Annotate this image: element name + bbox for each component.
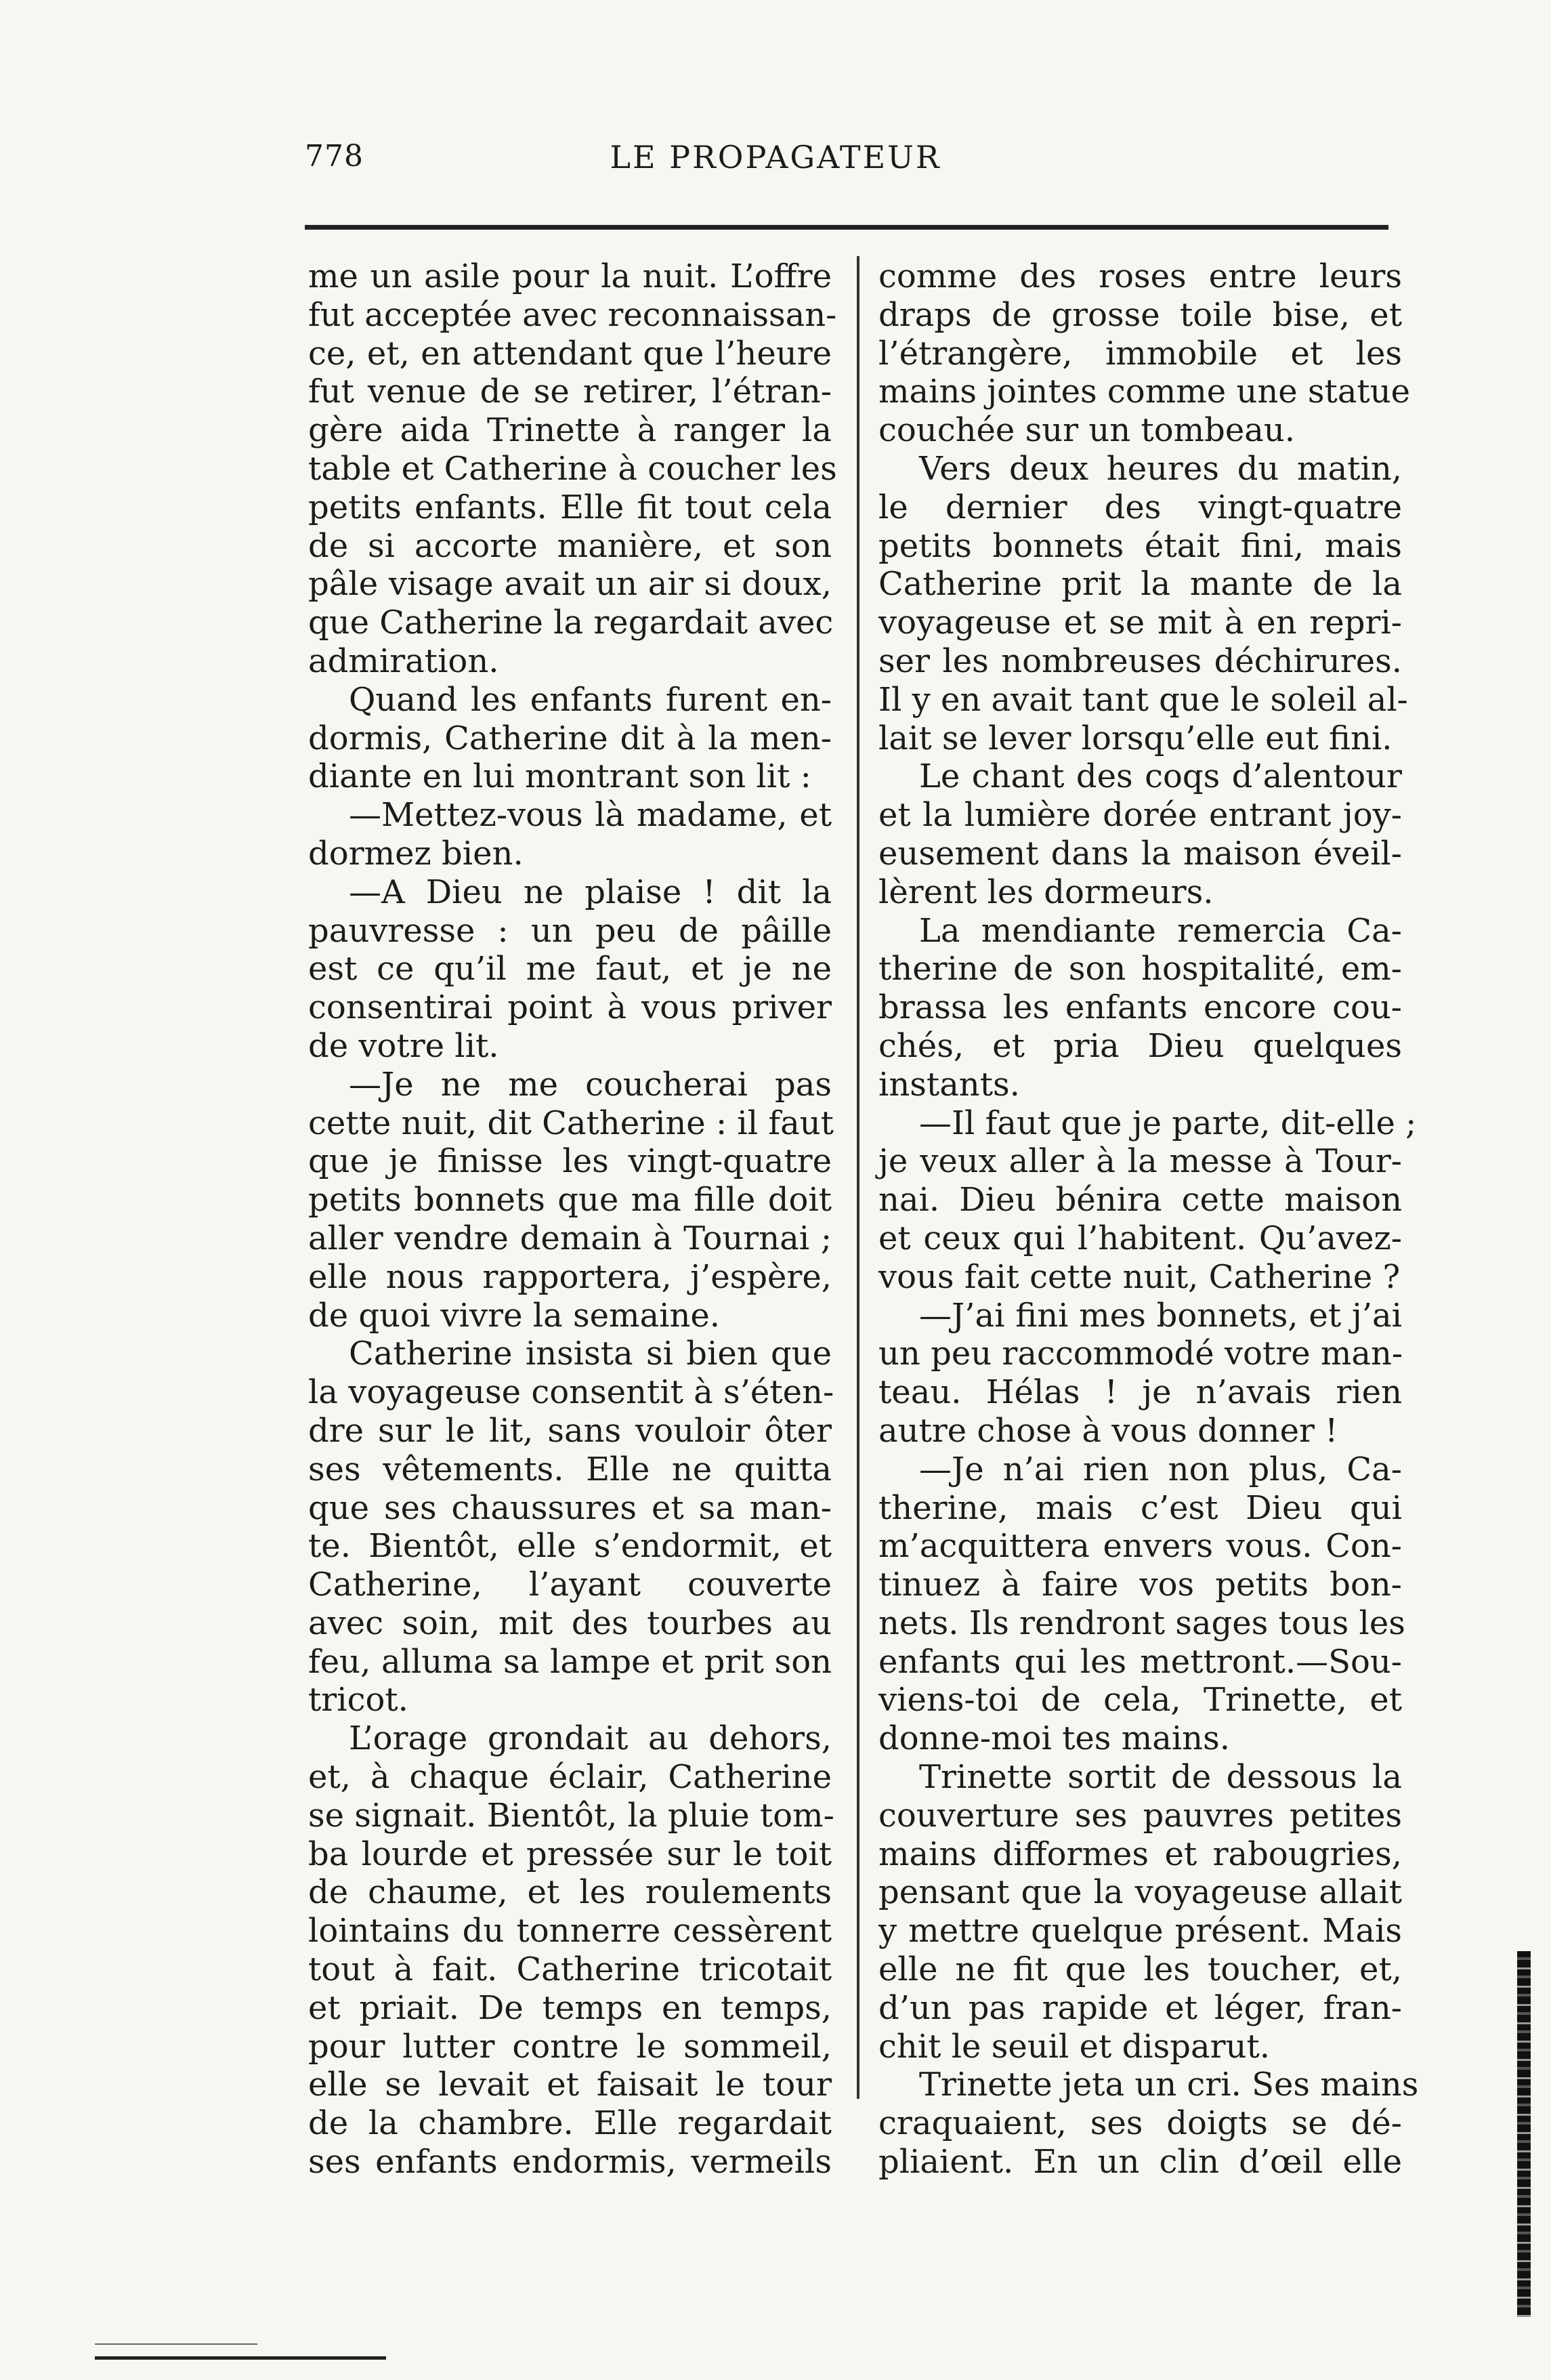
text-line: ses vêtements. Elle ne quitta [308, 1450, 832, 1488]
text-line: ba lourde et pressée sur le toit [308, 1835, 832, 1873]
text-line: dormis, Catherine dit à la men- [308, 719, 832, 757]
text-line: nai. Dieu bénira cette maison [878, 1181, 1402, 1219]
text-line: elle se levait et faisait le tour [308, 2066, 832, 2104]
text-line: couchée sur un tombeau. [878, 411, 1296, 450]
text-line: tricot. [308, 1681, 408, 1719]
text-line: Trinette sortit de dessous la [919, 1758, 1402, 1797]
text-line: petits bonnets que ma fille doit [308, 1181, 832, 1219]
header-rule [305, 225, 1388, 230]
text-line: je veux aller à la messe à Tour- [878, 1142, 1402, 1181]
text-line: la voyageuse consentit à s’éten- [308, 1373, 834, 1412]
text-line: de la chambre. Elle regardait [308, 2104, 832, 2143]
text-line: dre sur le lit, sans vouloir ôter [308, 1411, 832, 1450]
text-line: ses enfants endormis, vermeils [308, 2143, 832, 2181]
bottom-rule-thin [95, 2343, 257, 2345]
text-line: feu, alluma sa lampe et prit son [308, 1642, 832, 1681]
text-line: pliaient. En un clin d’œil elle [878, 2143, 1402, 2181]
text-line: le dernier des vingt-quatre [878, 488, 1402, 526]
text-line: pensant que la voyageuse allait [878, 1873, 1402, 1912]
text-line: chit le seuil et disparut. [878, 2027, 1271, 2066]
text-line: et la lumière dorée entrant joy- [878, 796, 1402, 835]
text-line: Catherine, l’ayant couverte [308, 1566, 832, 1604]
text-line: est ce qu’il me faut, et je ne [308, 950, 832, 988]
text-line: tinuez à faire vos petits bon- [878, 1566, 1402, 1604]
text-line: l’étrangère, immobile et les [878, 334, 1402, 373]
text-line: que je finisse les vingt-quatre [308, 1142, 832, 1181]
text-line: dormez bien. [308, 834, 524, 873]
text-line: cette nuit, dit Catherine : il faut [308, 1104, 834, 1142]
text-line: aller vendre demain à Tournai ; [308, 1219, 832, 1257]
text-line: lointains du tonnerre cessèrent [308, 1912, 832, 1950]
text-line: —Je n’ai rien non plus, Ca- [919, 1450, 1402, 1488]
text-line: que ses chaussures et sa man- [308, 1488, 832, 1527]
page-number: 778 [305, 139, 364, 173]
text-line: de votre lit. [308, 1026, 499, 1065]
text-line: se signait. Bientôt, la pluie tom- [308, 1796, 834, 1835]
text-line: de si accorte manière, et son [308, 526, 832, 565]
text-line: La mendiante remercia Ca- [919, 911, 1402, 950]
text-line: —A Dieu ne plaise ! dit la [349, 873, 832, 911]
text-line: avec soin, mit des tourbes au [308, 1604, 832, 1642]
text-line: et priait. De temps en temps, [308, 1988, 832, 2027]
text-line: L’orage grondait au dehors, [349, 1719, 832, 1758]
edge-scan-mark [1517, 1951, 1531, 2317]
text-line: de quoi vivre la semaine. [308, 1296, 721, 1335]
text-line: draps de grosse toile bise, et [878, 295, 1402, 334]
text-line: elle nous rapportera, j’espère, [308, 1257, 832, 1296]
text-line: instants. [878, 1065, 1020, 1104]
text-line: elle ne fit que les toucher, et, [878, 1950, 1402, 1989]
text-line: petits bonnets était fini, mais [878, 526, 1402, 565]
right-column [878, 257, 1419, 2181]
text-line: craquaient, ses doigts se dé- [878, 2104, 1402, 2143]
text-line: Le chant des coqs d’alentour [919, 757, 1402, 796]
text-line: que Catherine la regardait avec [308, 604, 834, 642]
text-line: me un asile pour la nuit. L’offre [308, 257, 832, 295]
bottom-rule [95, 2356, 386, 2360]
text-line: pour lutter contre le sommeil, [308, 2027, 832, 2066]
text-line: te. Bientôt, elle s’endormit, et [308, 1527, 832, 1566]
text-line: enfants qui les mettront.—Sou- [878, 1642, 1402, 1681]
text-line: —J’ai fini mes bonnets, et j’ai [919, 1296, 1402, 1335]
text-line: de chaume, et les roulements [308, 1873, 832, 1912]
text-line: table et Catherine à coucher les [308, 449, 837, 488]
text-line: comme des roses entre leurs [878, 257, 1402, 295]
text-line: therine, mais c’est Dieu qui [878, 1488, 1402, 1527]
text-line: teau. Hélas ! je n’avais rien [878, 1373, 1402, 1412]
text-line: mains jointes comme une statue [878, 373, 1411, 411]
text-line: chés, et pria Dieu quelques [878, 1026, 1402, 1065]
text-line: lait se lever lorsqu’elle eut fini. [878, 719, 1393, 757]
text-line: vous fait cette nuit, Catherine ? [878, 1257, 1401, 1296]
text-line: autre chose à vous donner ! [878, 1411, 1338, 1450]
text-line: petits enfants. Elle fit tout cela [308, 488, 832, 526]
text-line: voyageuse et se mit à en repri- [878, 604, 1402, 642]
column-divider [857, 256, 859, 2099]
text-line: Catherine prit la mante de la [878, 565, 1402, 604]
text-line: pauvresse : un peu de pâille [308, 911, 832, 950]
text-line: —Je ne me coucherai pas [349, 1065, 832, 1104]
text-line: —Il faut que je parte, dit-elle ; [919, 1104, 1417, 1142]
text-line: fut acceptée avec reconnaissan- [308, 295, 837, 334]
text-line: Quand les enfants furent en- [349, 680, 832, 719]
text-line: admiration. [308, 642, 499, 680]
text-line: mains difformes et rabougries, [878, 1835, 1402, 1873]
left-column [308, 257, 837, 2181]
running-title: LE PROPAGATEUR [610, 139, 941, 175]
text-line: et ceux qui l’habitent. Qu’avez- [878, 1219, 1402, 1257]
text-line: Trinette jeta un cri. Ses mains [919, 2066, 1419, 2104]
text-line: Il y en avait tant que le soleil al- [878, 680, 1408, 719]
text-line: brassa les enfants encore cou- [878, 988, 1402, 1027]
text-line: m’acquittera envers vous. Con- [878, 1527, 1402, 1566]
text-line: Catherine insista si bien que [349, 1335, 832, 1373]
text-line: ce, et, en attendant que l’heure [308, 334, 832, 373]
text-line: eusement dans la maison éveil- [878, 834, 1402, 873]
text-line: diante en lui montrant son lit : [308, 757, 811, 796]
text-line: donne-moi tes mains. [878, 1719, 1230, 1758]
text-line: y mettre quelque présent. Mais [878, 1912, 1402, 1950]
text-line: —Mettez-vous là madame, et [349, 796, 832, 835]
text-line: tout à fait. Catherine tricotait [308, 1950, 832, 1989]
text-line: un peu raccommodé votre man- [878, 1335, 1403, 1373]
text-line: nets. Ils rendront sages tous les [878, 1604, 1405, 1642]
text-line: viens-toi de cela, Trinette, et [878, 1681, 1402, 1719]
text-line: couverture ses pauvres petites [878, 1796, 1402, 1835]
text-line: fut venue de se retirer, l’étran- [308, 373, 832, 411]
text-line: Vers deux heures du matin, [919, 449, 1402, 488]
text-line: lèrent les dormeurs. [878, 873, 1214, 911]
text-line: ser les nombreuses déchirures. [878, 642, 1402, 680]
text-line: consentirai point à vous priver [308, 988, 832, 1027]
text-line: gère aida Trinette à ranger la [308, 411, 832, 450]
text-line: therine de son hospitalité, em- [878, 950, 1402, 988]
text-line: pâle visage avait un air si doux, [308, 565, 832, 604]
text-line: d’un pas rapide et léger, fran- [878, 1988, 1402, 2027]
text-line: et, à chaque éclair, Catherine [308, 1758, 832, 1797]
